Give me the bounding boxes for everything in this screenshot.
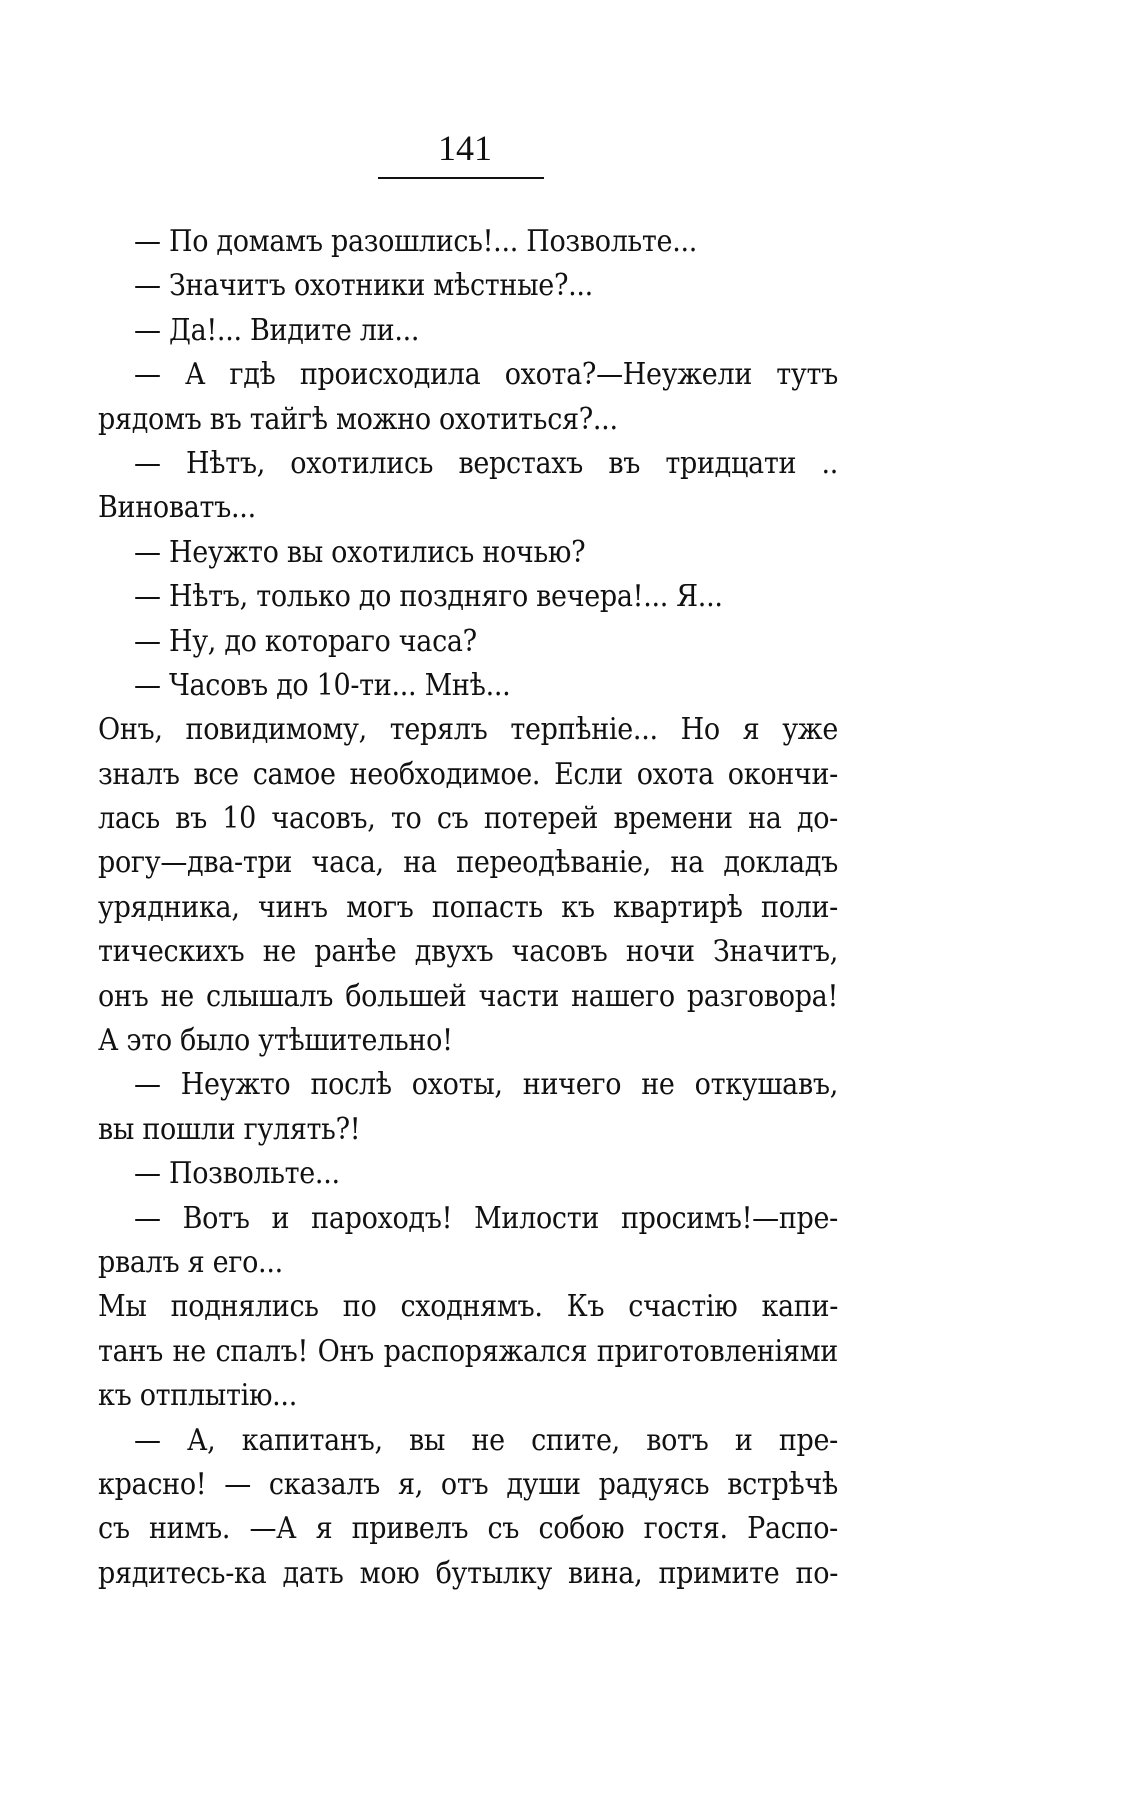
text-line: — Неужто послѣ охоты, ничего не откушавъ, xyxy=(134,1067,838,1103)
text-line: — А, капитанъ, вы не спите, вотъ и пре- xyxy=(134,1422,838,1458)
text-line: — Часовъ до 10-ти... Мнѣ... xyxy=(134,667,511,703)
text-line: вы пошли гулять?! xyxy=(98,1111,361,1147)
page-number: 141 xyxy=(438,128,492,168)
text-line: — А гдѣ происходила охота?—Неужели тутъ xyxy=(134,357,838,393)
text-line: рядитесь-ка дать мою бутылку вина, примите по- xyxy=(98,1555,838,1591)
page-number-rule xyxy=(378,177,544,179)
text-line: урядника, чинъ могъ попасть къ квартирѣ поли- xyxy=(98,889,838,925)
text-line: зналъ все самое необходимое. Если охота окончи- xyxy=(98,756,838,792)
text-line: — Ну, до котораго часа? xyxy=(134,623,477,659)
text-line: рядомъ въ тайгѣ можно охотиться?... xyxy=(98,401,618,437)
text-line: — Позвольте... xyxy=(134,1156,340,1192)
text-line: къ отплытію... xyxy=(98,1378,297,1414)
text-line: — Нѣтъ, только до поздняго вечера!... Я... xyxy=(134,579,723,615)
text-line: онъ не слышалъ большей части нашего разговора! xyxy=(98,978,838,1014)
text-line: А это было утѣшительно! xyxy=(98,1023,453,1059)
text-line: — Вотъ и пароходъ! Милости просимъ!—пре- xyxy=(134,1200,838,1236)
text-line: танъ не спалъ! Онъ распоряжался приготовленіями xyxy=(98,1333,838,1369)
text-line: Виноватъ... xyxy=(98,490,256,526)
text-line: — Да!... Видите ли... xyxy=(134,312,420,348)
text-line: лась въ 10 часовъ, то съ потерей времени на до- xyxy=(98,801,838,837)
body-text xyxy=(98,220,838,1596)
text-line: рвалъ я его... xyxy=(98,1244,283,1280)
text-line: — По домамъ разошлись!... Позвольте... xyxy=(134,224,698,259)
text-line: съ нимъ. —А я привелъ съ собою гостя. Распо- xyxy=(98,1511,838,1547)
text-line: Мы поднялись по сходнямъ. Къ счастію капи- xyxy=(98,1289,838,1325)
text-line: — Нѣтъ, охотились верстахъ въ тридцати .. xyxy=(134,445,838,481)
text-line: красно! — сказалъ я, отъ души радуясь встрѣчѣ xyxy=(98,1466,838,1502)
text-line: рогу—два-три часа, на переодѣваніе, на докладъ xyxy=(98,845,838,881)
text-line: — Неужто вы охотились ночью? xyxy=(134,534,586,570)
text-line: тическихъ не ранѣе двухъ часовъ ночи Значитъ, xyxy=(98,934,838,970)
text-line: — Значитъ охотники мѣстные?... xyxy=(134,268,593,304)
text-line: Онъ, повидимому, терялъ терпѣніе... Но я уже xyxy=(98,712,838,748)
